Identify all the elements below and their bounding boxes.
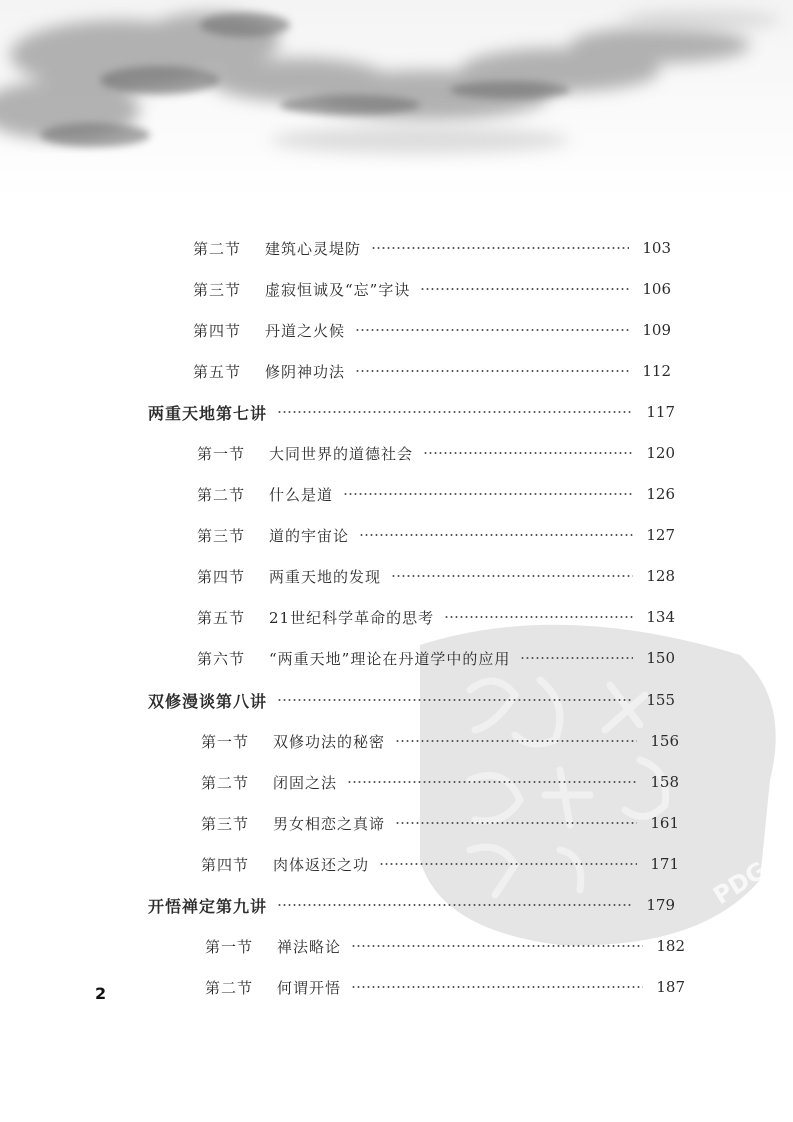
toc-section-row: [201, 729, 679, 753]
section-number: 第四节: [201, 855, 250, 874]
dot-leader: [520, 657, 633, 659]
section-title: 何谓开悟: [277, 978, 342, 997]
toc-page-number: 106: [642, 280, 671, 298]
dot-leader: [395, 740, 637, 742]
toc-page-number: 150: [646, 649, 675, 667]
toc-page-number: 126: [646, 485, 675, 503]
dot-leader: [351, 945, 643, 947]
toc-section-row: [201, 770, 679, 794]
section-number: 第三节: [197, 526, 246, 545]
dot-leader: [343, 493, 633, 495]
section-number: 第一节: [201, 732, 250, 751]
toc-chapter-row: [148, 688, 675, 712]
toc-section-row: [201, 811, 679, 835]
toc-section-row: [197, 646, 675, 670]
chapter-title: 双修漫谈第八讲: [148, 691, 268, 711]
toc-page-number: 117: [646, 403, 675, 421]
section-number: 第二节: [201, 773, 250, 792]
toc-page-number: 109: [642, 321, 671, 339]
section-title: 两重天地的发现: [269, 567, 382, 586]
toc-page-number: 120: [646, 444, 675, 462]
dot-leader: [355, 329, 629, 331]
toc-section-row: [197, 564, 675, 588]
section-number: 第三节: [193, 280, 242, 299]
toc-chapter-row: [148, 893, 675, 917]
section-title: 双修功法的秘密: [273, 732, 386, 751]
dot-leader: [277, 904, 633, 906]
section-title: 虚寂恒诚及“忘”字诀: [265, 280, 411, 299]
section-number: 第四节: [197, 567, 246, 586]
section-number: 第二节: [193, 239, 242, 258]
dot-leader: [351, 986, 643, 988]
toc-page-number: 155: [646, 691, 675, 709]
section-title: 修阴神功法: [265, 362, 346, 381]
section-title: 肉体返还之功: [273, 855, 370, 874]
dot-leader: [395, 822, 637, 824]
toc-section-row: [201, 852, 679, 876]
section-title: 道的宇宙论: [269, 526, 350, 545]
section-number: 第五节: [193, 362, 242, 381]
section-number: 第四节: [193, 321, 242, 340]
section-title: 闭固之法: [273, 773, 338, 792]
dot-leader: [371, 247, 629, 249]
toc-page-number: 171: [650, 855, 679, 873]
toc-section-row: [197, 605, 675, 629]
dot-leader: [444, 616, 633, 618]
toc-section-row: [197, 482, 675, 506]
chapter-title: 两重天地第七讲: [148, 403, 268, 423]
toc-section-row: [205, 934, 685, 958]
section-number: 第一节: [197, 444, 246, 463]
section-number: 第六节: [197, 649, 246, 668]
section-number: 第二节: [205, 978, 254, 997]
section-title: 建筑心灵堤防: [265, 239, 362, 258]
toc-page-number: 134: [646, 608, 675, 626]
toc-section-row: [205, 975, 685, 999]
toc-page-number: 182: [656, 937, 685, 955]
section-title: 什么是道: [269, 485, 334, 504]
chapter-title: 开悟禅定第九讲: [148, 896, 268, 916]
section-title: 丹道之火候: [265, 321, 346, 340]
toc-page-number: 161: [650, 814, 679, 832]
dot-leader: [359, 534, 633, 536]
section-title: 禅法略论: [277, 937, 342, 956]
toc-section-row: [193, 277, 671, 301]
toc-page-number: 127: [646, 526, 675, 544]
section-title: 21世纪科学革命的思考: [269, 608, 435, 627]
section-title: 男女相恋之真谛: [273, 814, 386, 833]
section-number: 第五节: [197, 608, 246, 627]
toc-page-number: 112: [642, 362, 671, 380]
toc-section-row: [193, 359, 671, 383]
section-number: 第二节: [197, 485, 246, 504]
dot-leader: [277, 699, 633, 701]
toc-section-row: [197, 441, 675, 465]
dot-leader: [277, 411, 633, 413]
toc-chapter-row: [148, 400, 675, 424]
toc-page-number: 187: [656, 978, 685, 996]
section-title: “两重天地”理论在丹道学中的应用: [269, 649, 511, 668]
dot-leader: [379, 863, 637, 865]
toc-page-number: 128: [646, 567, 675, 585]
page-number: 2: [95, 984, 107, 1003]
section-title: 大同世界的道德社会: [269, 444, 414, 463]
toc-section-row: [193, 318, 671, 342]
toc-page-number: 179: [646, 896, 675, 914]
toc-page-number: 156: [650, 732, 679, 750]
toc-page-number: 103: [642, 239, 671, 257]
dot-leader: [423, 452, 633, 454]
dot-leader: [391, 575, 633, 577]
toc-section-row: [197, 523, 675, 547]
section-number: 第三节: [201, 814, 250, 833]
dot-leader: [355, 370, 629, 372]
toc-section-row: [193, 236, 671, 260]
section-number: 第一节: [205, 937, 254, 956]
toc-page-number: 158: [650, 773, 679, 791]
dot-leader: [420, 288, 629, 290]
dot-leader: [347, 781, 637, 783]
seal-text: PDG: [708, 856, 772, 911]
